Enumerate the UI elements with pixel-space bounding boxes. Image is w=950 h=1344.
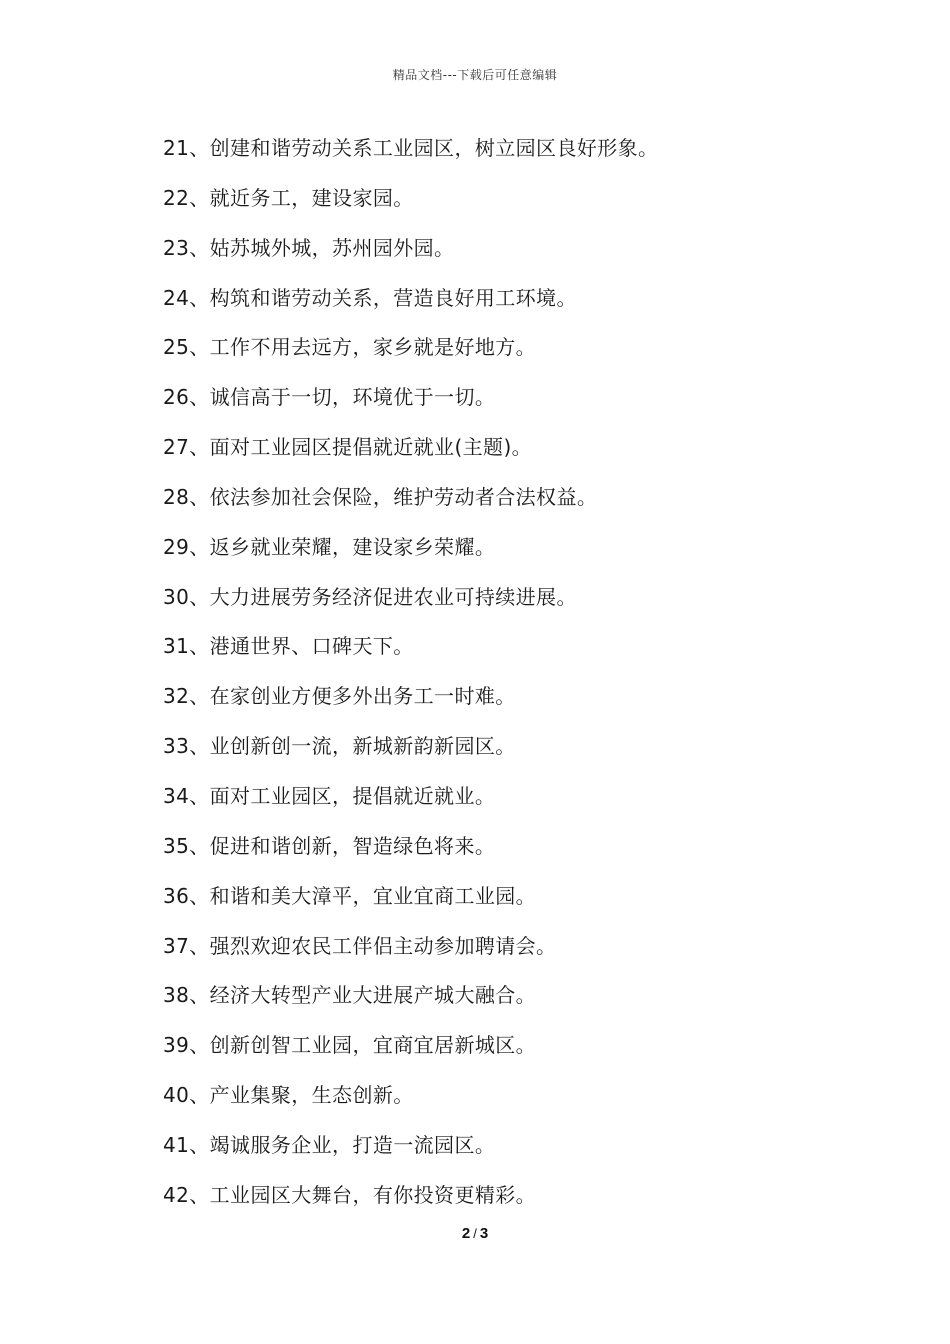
list-item: 22、就近务工，建设家园。 bbox=[163, 185, 414, 210]
list-item: 24、构筑和谐劳动关系，营造良好用工环境。 bbox=[163, 285, 577, 310]
list-item: 33、业创新创一流，新城新韵新园区。 bbox=[163, 734, 516, 759]
list-item: 29、返乡就业荣耀，建设家乡荣耀。 bbox=[163, 534, 496, 559]
page-header: 精品文档---下载后可任意编辑 bbox=[392, 68, 558, 82]
list-item: 21、创建和谐劳动关系工业园区，树立园区良好形象。 bbox=[163, 136, 659, 160]
list-item: 40、产业集聚，生态创新。 bbox=[163, 1083, 414, 1108]
list-item: 31、港通世界、口碑天下。 bbox=[163, 634, 414, 659]
list-item: 39、创新创智工业园，宜商宜居新城区。 bbox=[163, 1033, 537, 1058]
list-item: 42、工业园区大舞台，有你投资更精彩。 bbox=[163, 1182, 537, 1207]
list-item: 38、经济大转型产业大进展产城大融合。 bbox=[163, 983, 537, 1008]
list-item: 37、强烈欢迎农民工伴侣主动参加聘请会。 bbox=[163, 933, 557, 958]
list-item: 28、依法参加社会保险，维护劳动者合法权益。 bbox=[163, 484, 598, 509]
list-item: 27、面对工业园区提倡就近就业(主题)。 bbox=[163, 435, 533, 460]
list-item: 26、诚信高于一切，环境优于一切。 bbox=[163, 385, 496, 410]
list-item: 25、工作不用去远方，家乡就是好地方。 bbox=[163, 335, 537, 360]
page-number bbox=[0, 1225, 950, 1242]
list-item: 32、在家创业方便多外出务工一时难。 bbox=[163, 684, 516, 709]
list-item: 41、竭诚服务企业，打造一流园区。 bbox=[163, 1132, 496, 1157]
list-item: 34、面对工业园区，提倡就近就业。 bbox=[163, 783, 496, 808]
total-pages-number: 3 bbox=[479, 1225, 489, 1242]
current-page-number: 2 bbox=[461, 1225, 471, 1242]
slogan-list bbox=[163, 131, 903, 1228]
list-item: 30、大力进展劳务经济促进农业可持续进展。 bbox=[163, 584, 577, 609]
list-item: 23、姑苏城外城，苏州园外园。 bbox=[163, 235, 455, 260]
page-separator: / bbox=[473, 1226, 477, 1241]
list-item: 36、和谐和美大漳平，宜业宜商工业园。 bbox=[163, 883, 537, 908]
list-item: 35、促进和谐创新，智造绿色将来。 bbox=[163, 833, 496, 858]
